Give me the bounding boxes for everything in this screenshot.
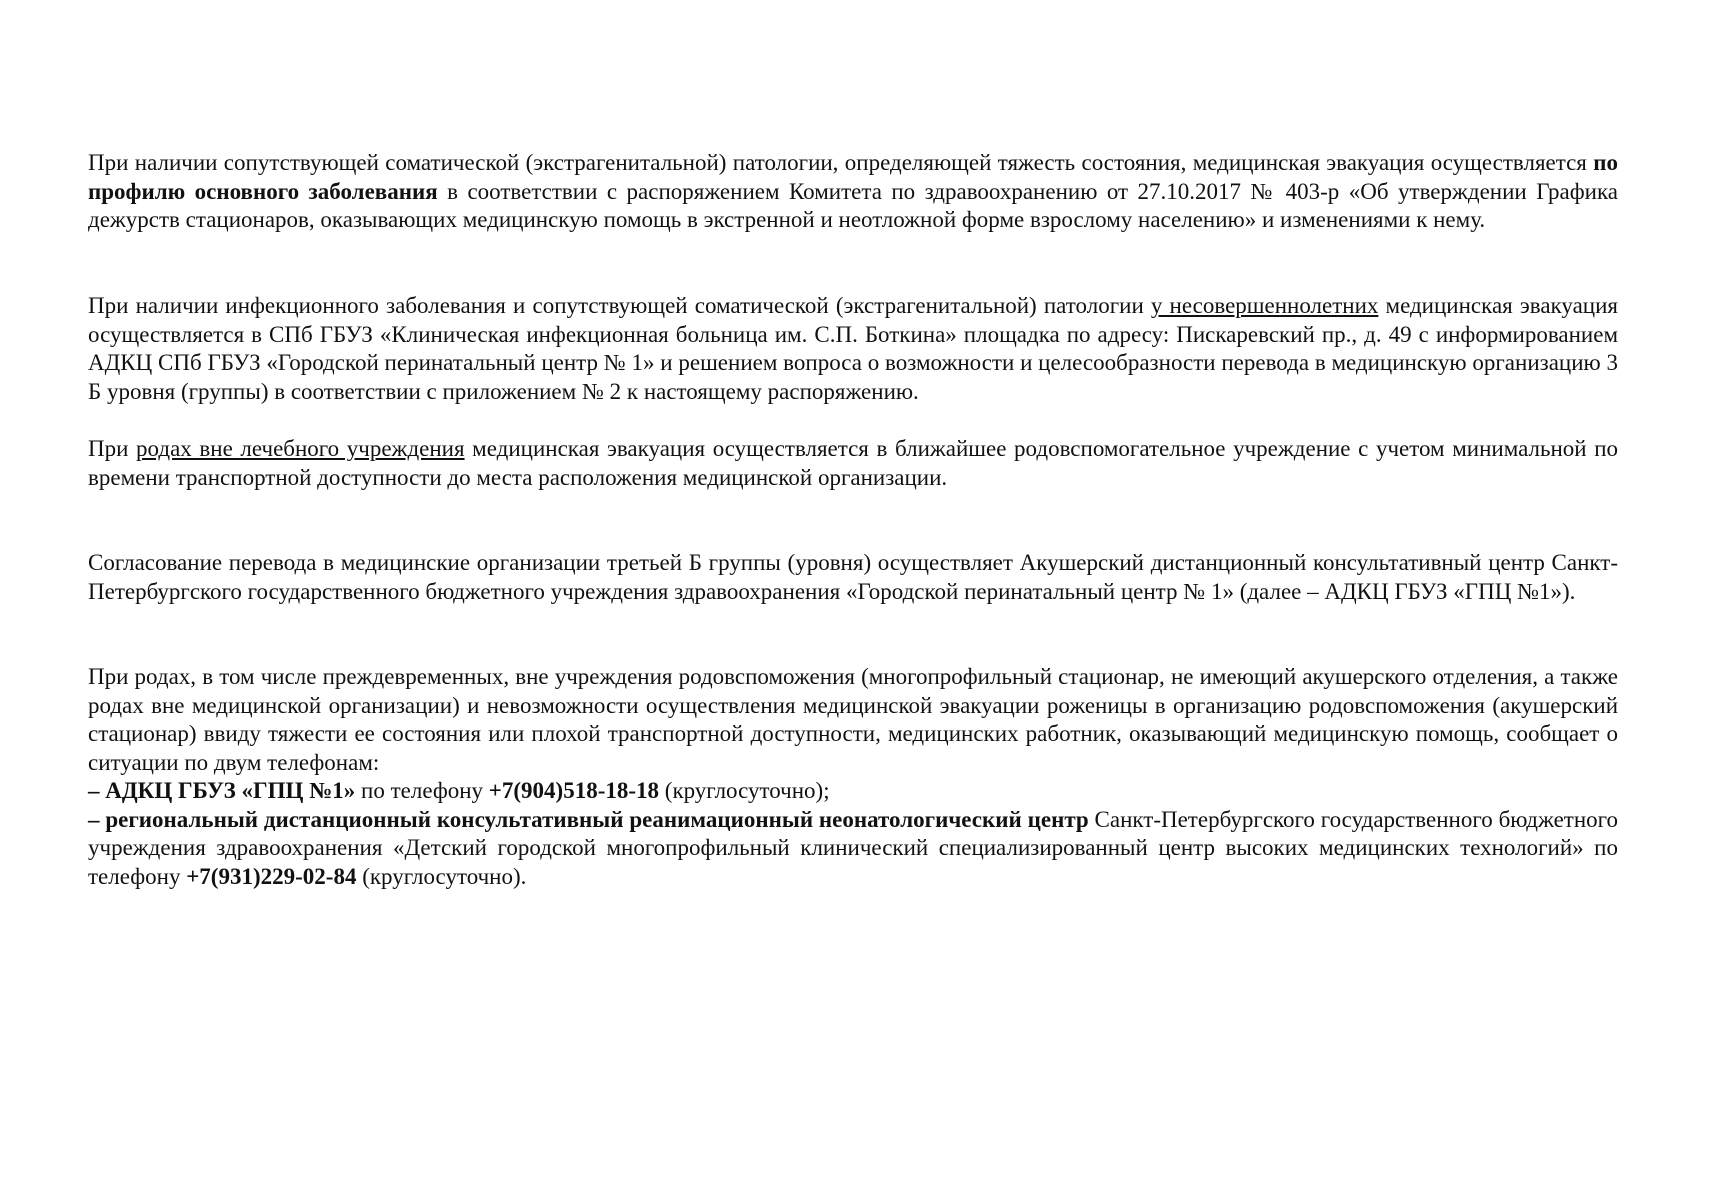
contact-phone: +7(931)229-02-84 [186,863,357,889]
contact-text: (круглосуточно). [356,863,527,889]
contact-text: Санкт-Петербургского государственного бюджетного учреждения здравоохранения «Детский городской многопрофильный клинический специализированный центр высоких медицинских технологий» по телефону [88,806,1619,889]
paragraph-text-part: При наличии инфекционного заболевания и сопутствующей соматической (экстрагенитальной) патологии [88,293,1151,318]
paragraph-text [88,435,1618,492]
paragraph-text [88,292,1618,406]
contact-org-name: – региональный дистанционный консультативный реанимационный неонатологический центр [88,806,1089,832]
paragraph-text [88,149,1618,235]
paragraph-infectious-disease [88,292,1618,406]
bold-phrase: по профилю основного заболевания [88,150,1618,204]
contact-org-name: – АДКЦ ГБУЗ «ГПЦ №1» [88,778,356,803]
underlined-phrase: у несовершеннолетних [1150,293,1379,318]
paragraph-text-part: медицинская эвакуация осуществляется в СПб ГБУЗ «Клиническая инфекционная больница им. С.П. Боткина» площадка по адресу: Пискаревский пр., д. 49 с информированием АДКЦ СПб ГБУЗ «Городской перинатальный центр № 1» и решением вопроса о возможности и целесообразности перевода в медицинскую организацию 3 Б уровня (группы) в соответствии с приложением № 2 к настоящему распоряжению. [88,293,1618,404]
paragraph-emergency-contacts [88,663,1618,891]
contact-text: (круглосуточно); [659,778,830,803]
paragraph-transfer-approval [88,549,1618,606]
contact-item-adkc [88,777,1618,806]
paragraph-somatic-pathology [88,149,1618,235]
paragraph-text: Согласование перевода в медицинские организации третьей Б группы (уровня) осуществляет Акушерский дистанционный консультативный центр Санкт-Петербургского государственного бюджетного учреждения здравоохранения «Городской перинатальный центр № 1» (далее – АДКЦ ГБУЗ «ГПЦ №1»). [88,550,1618,604]
underlined-phrase: родах вне лечебного учреждения [136,436,465,461]
paragraph-text-part: При [88,436,137,461]
contact-phone: +7(904)518-18-18 [488,778,660,803]
contact-text: по телефону [355,778,489,803]
paragraph-birth-outside-facility [88,435,1618,492]
paragraph-text-part: медицинская эвакуация осуществляется в ближайшее родовспомогательное учреждение с учетом минимальной по времени транспортной доступности до места расположения медицинской организации. [88,436,1619,490]
contact-item-neonatal-center [88,806,1618,892]
paragraph-text-part: При наличии сопутствующей соматической (экстрагенитальной) патологии, определяющей тяжесть состояния, медицинская эвакуация осуществляется [88,150,1594,175]
paragraph-text-part: в соответствии с распоряжением Комитета по здравоохранению от 27.10.2017 № 403-р «Об утверждении Графика дежурств стационаров, оказывающих медицинскую помощь в экстренной и неотложной форме взрослому населению» и изменениями к нему. [88,178,1618,232]
paragraph-intro: При родах, в том числе преждевременных, вне учреждения родовспоможения (многопрофильный стационар, не имеющий акушерского отделения, а также родах вне медицинской организации) и невозможности осуществления медицинской эвакуации роженицы в организацию родовспоможения (акушерский стационар) ввиду тяжести ее состояния или плохой транспортной доступности, медицинских работник, оказывающий медицинскую помощь, сообщает о ситуации по двум телефонам: [88,664,1618,775]
